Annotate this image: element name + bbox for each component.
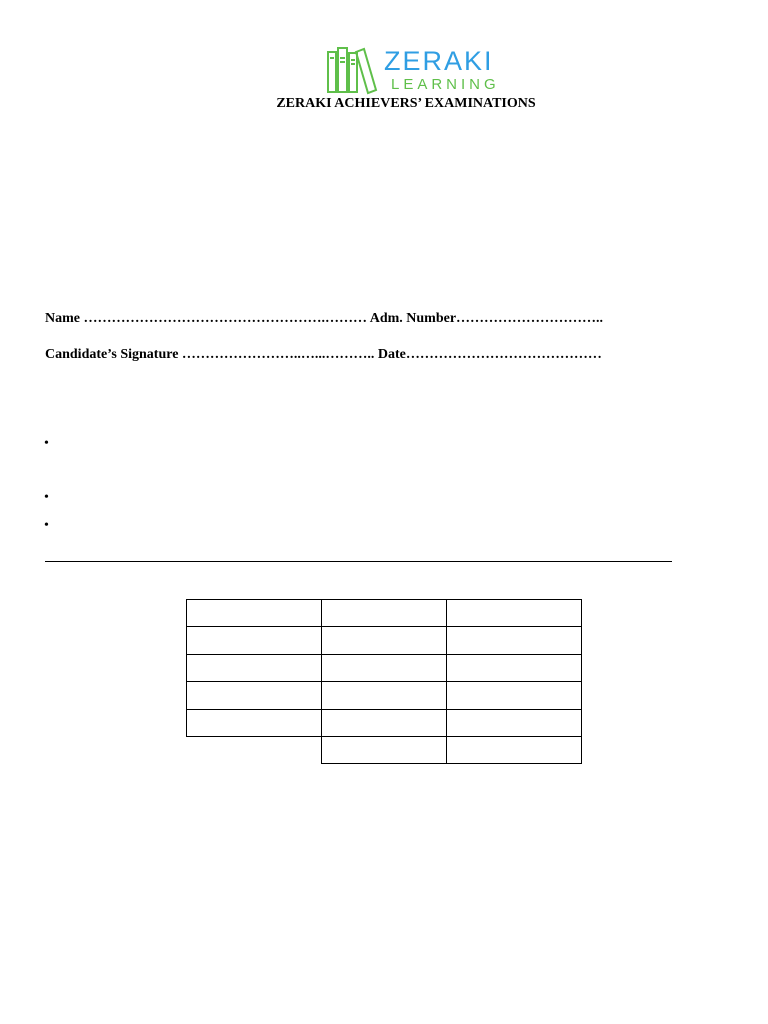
table-cell[interactable] [322, 600, 447, 627]
table-cell[interactable] [322, 710, 447, 737]
logo-brand-bottom: LEARNING [391, 76, 500, 93]
table-cell[interactable] [322, 627, 447, 655]
score-table-grid [186, 599, 582, 765]
table-cell[interactable] [322, 655, 447, 682]
table-total-cell[interactable] [447, 737, 582, 764]
table-cell[interactable] [322, 682, 447, 710]
table-cell[interactable] [187, 655, 322, 682]
table-cell[interactable] [447, 710, 582, 737]
instruction-bullet-1: • [44, 436, 49, 451]
score-table [186, 599, 582, 764]
table-total-cell[interactable] [322, 737, 447, 764]
table-cell[interactable] [447, 600, 582, 627]
books-icon [326, 46, 382, 96]
name-adm-number-field[interactable]: Name …………………………………………….……… Adm. Number………………………….. [45, 311, 604, 326]
table-cell[interactable] [447, 655, 582, 682]
instruction-bullet-3: • [44, 518, 49, 533]
table-cell[interactable] [447, 682, 582, 710]
table-cell[interactable] [447, 627, 582, 655]
table-cell[interactable] [187, 600, 322, 627]
zeraki-logo [326, 46, 516, 96]
section-divider [45, 561, 672, 562]
signature-date-field[interactable]: Candidate’s Signature ……………………..…...……….. Date…………………………………… [45, 347, 602, 362]
table-cell[interactable] [187, 710, 322, 737]
exam-title: ZERAKI ACHIEVERS’ EXAMINATIONS [276, 96, 536, 111]
table-cell[interactable] [187, 682, 322, 710]
logo-brand-top: ZERAKI [384, 46, 494, 76]
instruction-bullet-2: • [44, 490, 49, 505]
table-cell[interactable] [187, 627, 322, 655]
